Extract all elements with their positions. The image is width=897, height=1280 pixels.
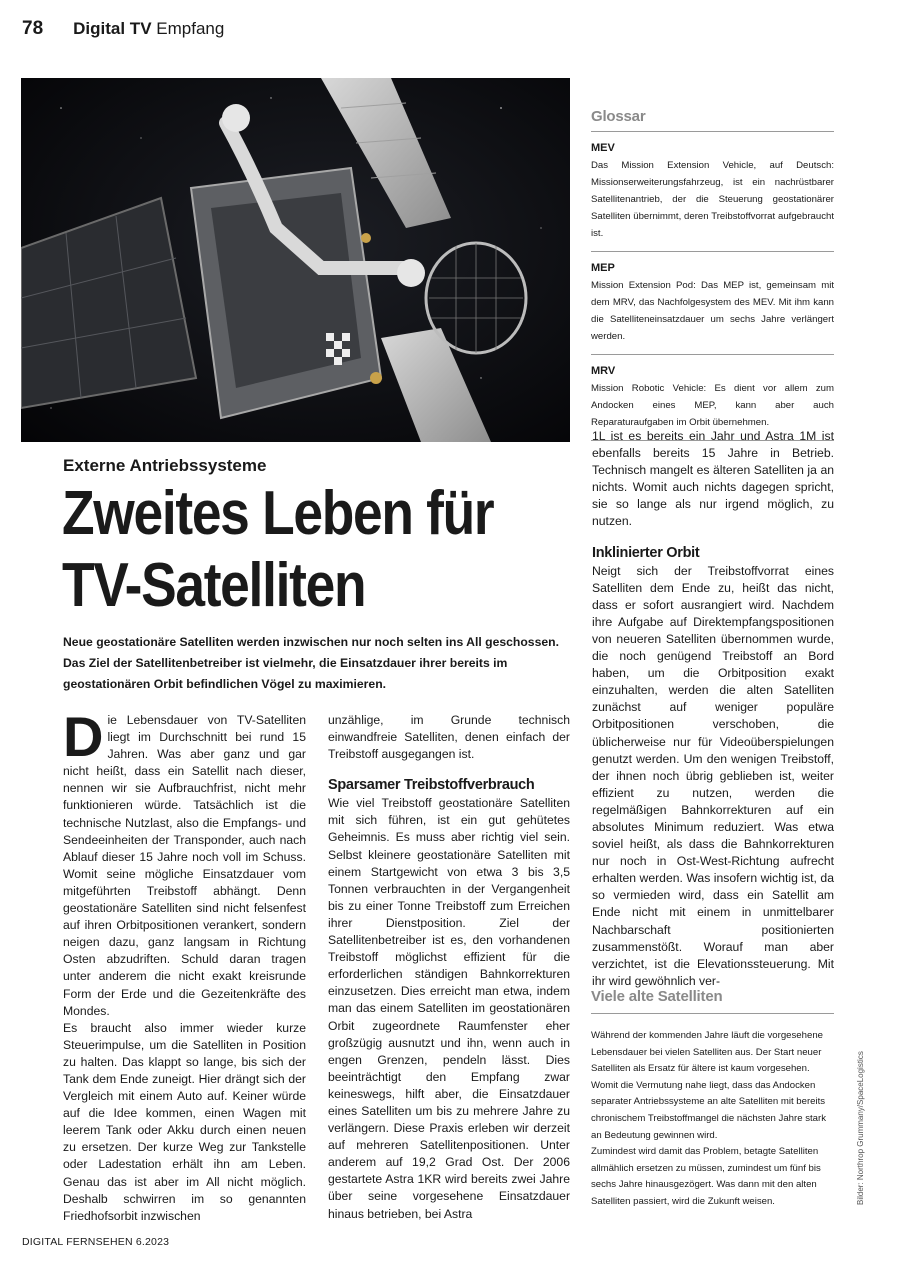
- glossary-term: MRV: [591, 365, 616, 377]
- section-title-bold: Digital TV: [73, 19, 152, 38]
- section-title-light: Empfang: [156, 19, 225, 38]
- text-column-2: [328, 712, 570, 1223]
- paragraph: Während der kommenden Jahre läuft die vorgesehene Lebensdauer bei vielen Satelliten aus. Der Start neuer Satelliten als Ersatz für ältere ist kaum vorgesehen. Womit die Vermutung nahe liegt, dass das Andocken separater Antriebssysteme an alte Satelliten mit bereits chronischem Treibstoffmangel die nächsten Jahre stark an Bedeutung gewinnen wird.: [591, 1030, 826, 1141]
- paragraph: 1L ist es bereits ein Jahr und Astra 1M ist ebenfalls bereits 15 Jahre in Betrieb. Technisch mangelt es älteren Satelliten ja an nichts. Womit auch nichts dagegen spricht, sie so lange als nur irgend möglich, zu nutzen.: [592, 429, 834, 529]
- paragraph: Neigt sich der Treibstoffvorrat eines Satelliten dem Ende zu, heißt das nicht, dass er sofort ausrangiert wird. Nachdem ihre Aufgabe auf Direktempfangspositionen von neueren Satelliten übernommen wurde, die noch genügend Treibstoff an Bord haben, um die Orbitposition exakt einzuhalten, werden die alten Satelliten zunächst auf weniger populäre Orbitpositionen verschoben, die üblicherweise nur für Videoüberspielungen genutzt werden. Um den wenigen Treibstoff, der ihnen noch übrig geblieben ist, weiter effizient zu nutzen, werden die regelmäßigen Bahnkorrekturen auf ein absolutes Minimum reduziert. Was etwa soviel heißt, als dass die Bahnkorrekturen nur noch in Ost-West-Richtung aufrecht erhalten werden. Was insofern wichtig ist, da so vermieden wird, dass ein Satellit am Ende nicht mit einem in unmittelbarer Nachbarschaft positionierten zusammenstößt. Worauf man aber verzichtet, ist die Elevationssteuerung. Mit ihr wird gewöhnlich ver-: [592, 563, 834, 988]
- page-number: 78: [22, 18, 44, 39]
- paragraph: [63, 705, 306, 1020]
- headline-line-1: Zweites Leben für: [62, 479, 494, 548]
- glossary-title: Glossar: [591, 108, 834, 132]
- headline-line-2: TV-Satelliten: [62, 551, 366, 620]
- paragraph: unzählige, im Grunde technisch einwandfreie Satelliten, denen einfach der Treibstoff ausgegangen ist.: [328, 713, 570, 762]
- paragraph: Wie viel Treibstoff geostationäre Satelliten mit sich führen, ist ein gut gehütetes Geheimnis. Es muss aber richtig viel sein. Selbst kleinere geostationäre Satelliten mit einem Startgewicht von etwa 3 bis 3,5 Tonnen verbrauchten in der Vergangenheit bis zu einer Tonne Treibstoff zum Erreichen ihrer Dienstposition. Ziel der Satellitenbetreiber ist es, den vorhandenen Treibstoff möglichst effizient für die erforderlichen ständigen Bahnkorrekturen einzusetzen. Dies erreicht man etwa, indem man das einem Satelliten im geostationären Orbit zugeordnete Raumfenster eher großzügig ausnutzt und ihn, wenn auch in engen Grenzen, pendeln lässt. Dies beeinträchtigt den Empfang zwar keineswegs, hilft aber, die Einsatzdauer eines Satelliten um bis zu mehrere Jahre zu verlängern. Diese Praxis erleben wir derzeit auf mehreren Satellitenpositionen. Unter anderem auf 19,2 Grad Ost. Der 2006 gestartete Astra 1KR wird bereits zwei Jahre über seine vorgesehene Einsatzdauer hinaus betrieben, bei Astra: [328, 796, 570, 1221]
- glossary-definition: Mission Extension Pod: Das MEP ist, gemeinsam mit dem MRV, das Nachfolgesystem des MEV. Mit ihm kann die Satelliteneinsatzdauer um sechs Jahre verlängert werden.: [591, 280, 834, 342]
- glossary-box: [591, 108, 834, 441]
- subheading: Sparsamer Treibstoffverbrauch: [328, 777, 535, 794]
- glossary-entry: [591, 252, 834, 355]
- article-lead: Neue geostationäre Satelliten werden inzwischen nur noch selten ins All geschossen. Das Ziel der Satellitenbetreiber ist vielmehr, die Einsatzdauer ihrer bereits im geostationären Orbit befindlichen Vögel zu maximieren.: [63, 635, 559, 691]
- satellite-illustration: [21, 78, 570, 442]
- article-headline: [62, 478, 578, 622]
- page-footer: DIGITAL FERNSEHEN 6.2023: [22, 1236, 170, 1248]
- paragraph: Zumindest wird damit das Problem, betagte Satelliten allmählich ersetzen zu müssen, zumindest um fünf bis sechs Jahre hinausgezögert. Was dann mit den alten Satelliten passiert, wird die Zukunft weisen.: [591, 1146, 821, 1207]
- glossary-definition: Mission Robotic Vehicle: Es dient vor allem zum Andocken eines MEP, kann aber auch Reparaturaufgaben im Orbit übernehmen.: [591, 383, 834, 428]
- glossary-definition: Das Mission Extension Vehicle, auf Deutsch: Missionserweiterungsfahrzeug, ist ein nachrüstbarer Satellitenantrieb, der die Steuerung geostationärer Satelliten übernimmt, deren Treibstoffvorrat aufgebraucht ist.: [591, 160, 834, 239]
- subheading: Inklinierter Orbit: [592, 544, 700, 561]
- paragraph: Es braucht also immer wieder kurze Steuerimpulse, um die Satelliten in Position zu halten. Das klappt so lange, bis sich der Tank dem Ende zuneigt. Hier drängt sich der Vergleich mit einem Auto auf. Keiner würde auf die Idee kommen, einen Wagen mit leerem Tank oder Akku durch einen neuen zu ersetzen. Der kurze Weg zur Tankstelle oder Ladestation erhält ihn am Leben. Genau das ist aber im All nicht möglich. Deshalb schwirren im so genannten Friedhofsorbit inzwischen: [63, 1020, 306, 1223]
- text-column-1: [63, 705, 306, 1225]
- satellite-photo: [21, 78, 570, 442]
- page-header: [22, 18, 224, 40]
- article-kicker: Externe Antriebssysteme: [63, 456, 267, 475]
- image-credit: Bilder: Northrop Grummany/SpaceLogistics: [856, 1051, 865, 1205]
- glossary-entry: [591, 132, 834, 252]
- section-title: [73, 19, 224, 39]
- drop-cap: D: [63, 705, 104, 768]
- info-box-text: [591, 1028, 834, 1211]
- glossary-term: MEP: [591, 262, 615, 274]
- text-column-3: [592, 428, 834, 990]
- info-box-title: Viele alte Satelliten: [591, 988, 834, 1014]
- glossary-term: MEV: [591, 142, 615, 154]
- info-box: [591, 988, 834, 1211]
- paragraph-text: ie Lebensdauer von TV-Satelliten liegt im Durchschnitt bei rund 15 Jahren. Was aber ganz und gar nicht heißt, dass ein Satellit nach dieser, nennen wir sie Aufbrauchfrist, nicht mehr funktionieren würde. Tatsächlich ist die technische Nutzlast, also die Empfangs- und Sendeeinheiten der Transponder, auch nach Ablauf dieser 15 Jahre noch voll im Schuss. Womit seine mögliche Einsatzdauer vom mitgeführten Treibstoff abhängt. Denn geostationäre Satelliten sind nicht felsenfest auf ihren Orbitpositionen verankert, sondern neigen dazu, ganz langsam in Richtung Osten abzudriften. Schuld daran tragen unter anderem die nicht exakt kreisrunde Form der Erde und die Gezeitenkräfte des Mondes.: [63, 713, 306, 1018]
